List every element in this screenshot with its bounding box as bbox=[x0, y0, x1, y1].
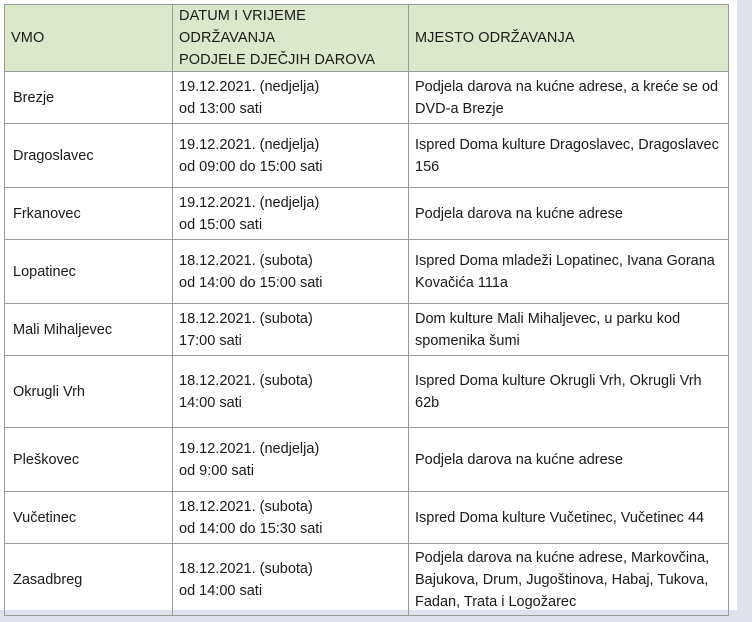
table-header-row bbox=[5, 5, 729, 72]
table-row bbox=[5, 188, 729, 240]
date-text: 18.12.2021. (subota) bbox=[179, 372, 313, 389]
location-text: Ispred Doma kulture Dragoslavec, Dragoslavec bbox=[415, 136, 719, 153]
location-text: Podjela darova na kućne adrese, Markovčina, bbox=[415, 549, 710, 566]
header-vmo: VMO bbox=[5, 5, 173, 72]
time-text: 17:00 sati bbox=[179, 332, 242, 349]
cell-vmo: Vučetinec bbox=[5, 492, 173, 544]
location-text: Bajukova, Drum, Jugoštinova, Habaj, Tukova, bbox=[415, 571, 709, 588]
location-text: Podjela darova na kućne adrese bbox=[415, 451, 623, 468]
cell-vmo: Brezje bbox=[5, 72, 173, 124]
cell-location bbox=[409, 188, 729, 240]
location-text: 62b bbox=[415, 394, 440, 411]
cell-date-time bbox=[173, 544, 409, 616]
location-text: Dom kulture Mali Mihaljevec, u parku kod bbox=[415, 310, 681, 327]
table-row bbox=[5, 428, 729, 492]
location-text: DVD-a Brezje bbox=[415, 100, 504, 117]
cell-location bbox=[409, 428, 729, 492]
cell-vmo: Pleškovec bbox=[5, 428, 173, 492]
table-row bbox=[5, 72, 729, 124]
time-text: od 13:00 sati bbox=[179, 100, 263, 117]
location-text: 156 bbox=[415, 158, 440, 175]
table-row bbox=[5, 304, 729, 356]
table-row bbox=[5, 240, 729, 304]
cell-location bbox=[409, 544, 729, 616]
date-text: 18.12.2021. (subota) bbox=[179, 498, 313, 515]
cell-vmo: Lopatinec bbox=[5, 240, 173, 304]
time-text: od 14:00 do 15:00 sati bbox=[179, 274, 323, 291]
date-text: 19.12.2021. (nedjelja) bbox=[179, 78, 320, 95]
table-row bbox=[5, 356, 729, 428]
table-row bbox=[5, 544, 729, 616]
table-row bbox=[5, 492, 729, 544]
date-text: 19.12.2021. (nedjelja) bbox=[179, 440, 320, 457]
cell-location bbox=[409, 72, 729, 124]
cell-vmo: Mali Mihaljevec bbox=[5, 304, 173, 356]
location-text: Fadan, Trata i Logožarec bbox=[415, 593, 577, 610]
cell-location bbox=[409, 356, 729, 428]
location-text: Podjela darova na kućne adrese, a kreće se od bbox=[415, 78, 719, 95]
cell-date-time bbox=[173, 188, 409, 240]
header-date-time: DATUM I VRIJEME ODRŽAVANJA PODJELE DJEČJIH DAROVA bbox=[173, 5, 409, 72]
cell-vmo: Okrugli Vrh bbox=[5, 356, 173, 428]
location-text: spomenika šumi bbox=[415, 332, 520, 349]
cell-date-time bbox=[173, 356, 409, 428]
time-text: od 14:00 do 15:30 sati bbox=[179, 520, 323, 537]
distribution-schedule-table bbox=[4, 4, 729, 616]
cell-location bbox=[409, 304, 729, 356]
cell-date-time bbox=[173, 304, 409, 356]
time-text: od 9:00 sati bbox=[179, 462, 254, 479]
time-text: od 15:00 sati bbox=[179, 216, 263, 233]
cell-date-time bbox=[173, 428, 409, 492]
cell-date-time bbox=[173, 124, 409, 188]
location-text: Kovačića 111a bbox=[415, 274, 508, 291]
date-text: 19.12.2021. (nedjelja) bbox=[179, 136, 320, 153]
date-text: 18.12.2021. (subota) bbox=[179, 252, 313, 269]
location-text: Ispred Doma kulture Okrugli Vrh, Okrugli Vrh bbox=[415, 372, 702, 389]
location-text: Ispred Doma mladeži Lopatinec, Ivana Gorana bbox=[415, 252, 715, 269]
location-text: Podjela darova na kućne adrese bbox=[415, 205, 623, 222]
table-row bbox=[5, 124, 729, 188]
cell-date-time bbox=[173, 240, 409, 304]
cell-vmo: Dragoslavec bbox=[5, 124, 173, 188]
cell-date-time bbox=[173, 72, 409, 124]
date-text: 18.12.2021. (subota) bbox=[179, 310, 313, 327]
cell-date-time bbox=[173, 492, 409, 544]
cell-location bbox=[409, 240, 729, 304]
cell-location bbox=[409, 124, 729, 188]
header-location: MJESTO ODRŽAVANJA bbox=[409, 5, 729, 72]
cell-vmo: Zasadbreg bbox=[5, 544, 173, 616]
date-text: 18.12.2021. (subota) bbox=[179, 560, 313, 577]
date-text: 19.12.2021. (nedjelja) bbox=[179, 194, 320, 211]
time-text: 14:00 sati bbox=[179, 394, 242, 411]
time-text: od 09:00 do 15:00 sati bbox=[179, 158, 323, 175]
time-text: od 14:00 sati bbox=[179, 582, 263, 599]
cell-location bbox=[409, 492, 729, 544]
location-text: Ispred Doma kulture Vučetinec, Vučetinec 44 bbox=[415, 509, 705, 526]
cell-vmo: Frkanovec bbox=[5, 188, 173, 240]
